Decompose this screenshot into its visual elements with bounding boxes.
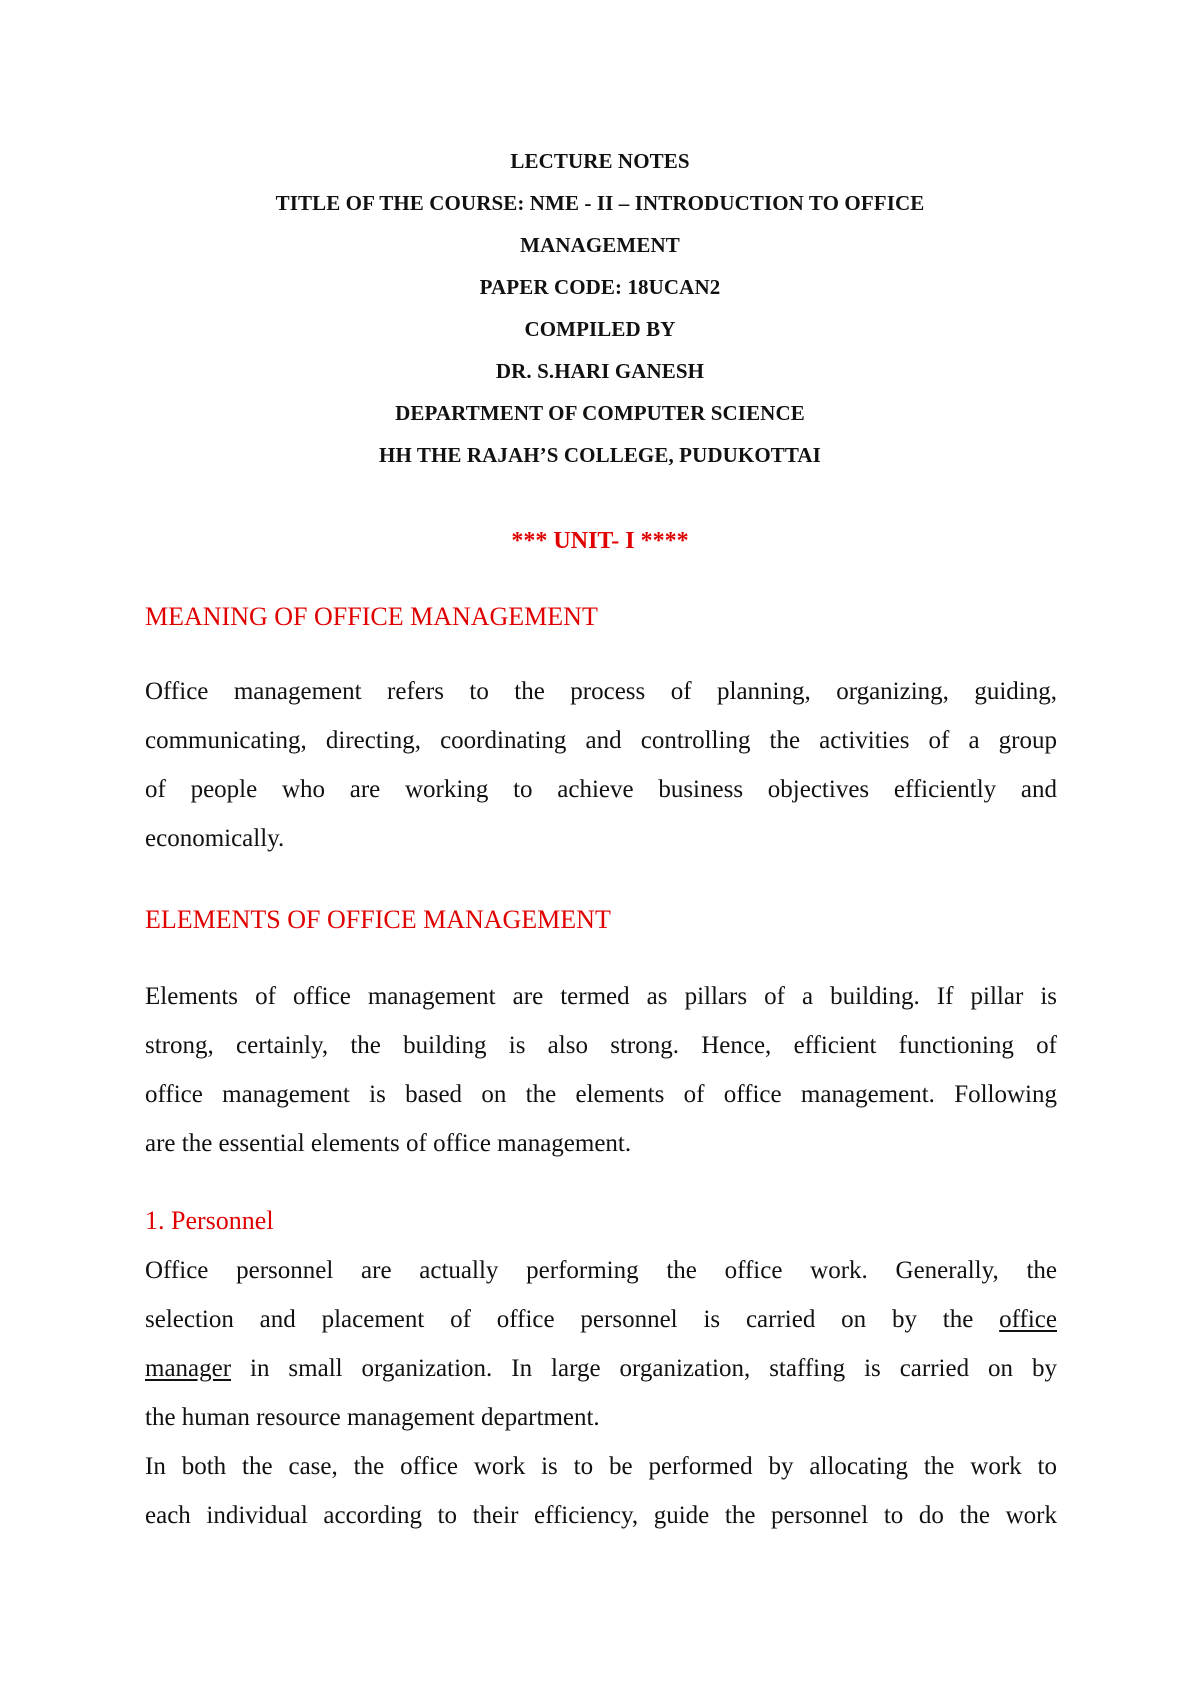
personnel-line-1: Office personnel are actually performing the office work. Generally, the	[145, 1257, 1057, 1284]
meaning-line-1: Office management refers to the process of planning, organizing, guiding,	[145, 678, 1057, 705]
unit-title: *** UNIT- I ****	[511, 528, 689, 554]
elements-paragraph	[145, 972, 1057, 1168]
meaning-line-2: communicating, directing, coordinating and controlling the activities of a group	[145, 727, 1057, 754]
elements-line-4: are the essential elements of office management.	[145, 1130, 632, 1157]
elements-line-1: Elements of office management are termed as pillars of a building. If pillar is	[145, 983, 1057, 1010]
office-manager-link-part2[interactable]: manager	[145, 1355, 232, 1382]
meaning-line-3: of people who are working to achieve business objectives efficiently and	[145, 776, 1057, 803]
course-title-continued: MANAGEMENT	[520, 233, 680, 257]
personnel-line-2	[145, 1295, 1057, 1344]
personnel-line-2-text: selection and placement of office personnel is carried on by the	[145, 1306, 974, 1333]
personnel-line-3-text: in small organization. In large organization, staffing is carried on by	[231, 1355, 1057, 1382]
department-name: DEPARTMENT OF COMPUTER SCIENCE	[395, 401, 805, 425]
elements-line-2: strong, certainly, the building is also strong. Hence, efficient functioning of	[145, 1032, 1057, 1059]
author-name: DR. S.HARI GANESH	[495, 359, 705, 383]
personnel-line-4: the human resource management department.	[145, 1404, 600, 1431]
paper-code: PAPER CODE: 18UCAN2	[479, 275, 721, 299]
personnel-line-5: In both the case, the office work is to be performed by allocating the work to	[145, 1453, 1057, 1480]
elements-heading: ELEMENTS OF OFFICE MANAGEMENT	[145, 905, 611, 934]
personnel-paragraph	[145, 1246, 1057, 1540]
meaning-line-4: economically.	[145, 825, 285, 852]
college-name: HH THE RAJAH’S COLLEGE, PUDUKOTTAI	[379, 443, 821, 467]
meaning-paragraph	[145, 667, 1057, 863]
personnel-heading: 1. Personnel	[145, 1206, 274, 1235]
personnel-line-3	[145, 1344, 1057, 1393]
course-title: TITLE OF THE COURSE: NME - II – INTRODUCTION TO OFFICE	[275, 191, 925, 215]
personnel-line-6: each individual according to their efficiency, guide the personnel to do the work	[145, 1502, 1057, 1529]
title-block	[0, 140, 1200, 476]
office-manager-link-part1[interactable]: office	[999, 1306, 1057, 1333]
meaning-heading: MEANING OF OFFICE MANAGEMENT	[145, 602, 598, 631]
lecture-notes-label: LECTURE NOTES	[510, 149, 690, 173]
elements-line-3: office management is based on the elements of office management. Following	[145, 1081, 1057, 1108]
compiled-by-label: COMPILED BY	[524, 317, 676, 341]
